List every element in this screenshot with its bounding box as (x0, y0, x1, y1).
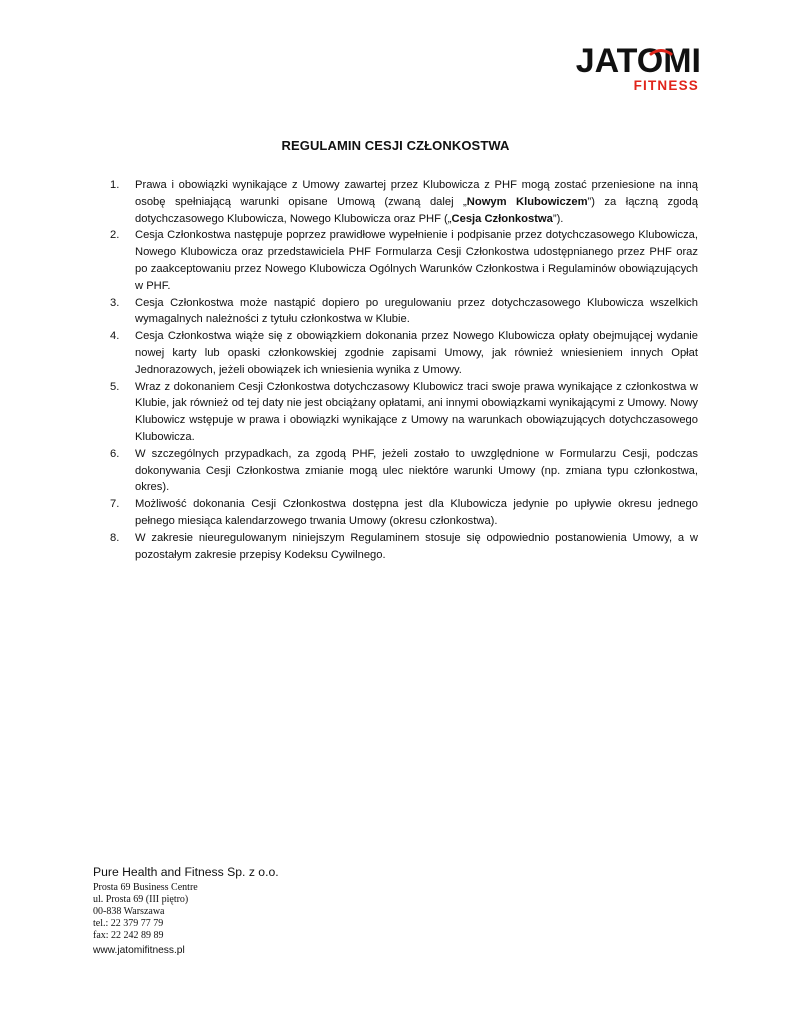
footer-website-link[interactable]: www.jatomifitness.pl (93, 945, 185, 956)
term-item (110, 446, 698, 496)
term-item (110, 295, 698, 329)
term-number: 8. (110, 531, 120, 544)
address-line: fax: 22 242 89 89 (93, 930, 164, 941)
term-text: W zakresie nieuregulowanym niniejszym Regulaminem stosuje się odpowiednio postanowienia Umowy, a w pozostałym zakresie przepisy Kodeksu Cywilnego. (135, 531, 698, 561)
term-number: 4. (110, 330, 120, 343)
term-text: Prawa i obowiązki wynikające z Umowy zawartej przez Klubowicza z PHF mogą zostać przeniesione na inną osobę spełniającą warunki opisane Umową (zwaną dalej „ (135, 179, 698, 208)
term-number: 2. (110, 229, 120, 242)
term-defined-phrase: Nowym Klubowiczem (466, 195, 588, 208)
terms-list (110, 177, 698, 563)
term-item (110, 496, 698, 530)
term-number: 5. (110, 380, 120, 393)
term-number: 7. (110, 498, 120, 511)
logo-accent-mark (649, 48, 673, 56)
term-item (110, 227, 698, 294)
term-item (110, 530, 698, 564)
brand-logo (553, 44, 701, 94)
address-line: ul. Prosta 69 (III piętro) (93, 894, 189, 905)
address-line: Prosta 69 Business Centre (93, 882, 198, 893)
term-text: Wraz z dokonaniem Cesji Członkostwa dotychczasowy Klubowicz traci swoje prawa wynikające z członkostwa w Klubie, jak również od tej daty nie jest obciążany opłatami, ani innymi obowiązkami wynikającymi z Umowy. Nowy Klubowicz wstępuje w prawa i obowiązki wynikające z Umowy na warunkach obowiązujących dotychczasowego Klubowicza. (135, 380, 698, 443)
term-item (110, 379, 698, 446)
term-item (110, 177, 698, 227)
logo-subtitle: FITNESS (633, 78, 699, 93)
term-number: 6. (110, 447, 120, 460)
term-number: 1. (110, 179, 120, 191)
term-text: ”). (552, 212, 564, 225)
term-defined-phrase: Cesja Członkostwa (451, 212, 553, 225)
term-text: ”) za łączną zgodą dotychczasowego Klubowicza, Nowego Klubowicza oraz PHF („ (135, 195, 698, 225)
term-number: 3. (110, 296, 120, 309)
term-item (110, 328, 698, 378)
document-title: REGULAMIN CESJI CZŁONKOSTWA (281, 138, 510, 153)
term-text: Cesja Członkostwa może nastąpić dopiero po uregulowaniu przez dotychczasowego Klubowicza wszelkich wymagalnych należności z tytułu członkostwa w Klubie. (135, 296, 698, 326)
term-text: W szczególnych przypadkach, za zgodą PHF, jeżeli zostało to uwzględnione w Formularzu Cesji, podczas dokonywania Cesji Członkostwa zmianie mogą ulec niektóre warunki Umowy (np. zmiana typu członkostwa, okres). (135, 447, 698, 494)
footer-address (93, 882, 198, 942)
logo-wordmark: JATOMI (575, 42, 701, 80)
term-text: Cesja Członkostwa wiąże się z obowiązkiem dokonania przez Nowego Klubowicza opłaty obejmującej wydanie nowej karty lub opaski członkowskiej zgodnie zapisami Umowy, jak również wniesieniem innych Opłat Jednorazowych, jeżeli obowiązek ich wniesienia wynika z Umowy. (135, 330, 698, 376)
term-text: Możliwość dokonania Cesji Członkostwa dostępna jest dla Klubowicza jedynie po upływie okresu jednego pełnego miesiąca kalendarzowego trwania Umowy (okresu członkostwa). (135, 498, 698, 527)
term-text: Cesja Członkostwa następuje poprzez prawidłowe wypełnienie i podpisanie przez dotychczasowego Klubowicza, Nowego Klubowicza oraz przedstawiciela PHF Formularza Cesji Członkostwa udostępnianego przez PHF oraz po zaakceptowaniu przez Nowego Klubowicza Ogólnych Warunków Członkostwa i Regulaminów obowiązujących w PHF. (135, 229, 698, 292)
address-line: tel.: 22 379 77 79 (93, 918, 164, 929)
footer-company: Pure Health and Fitness Sp. z o.o. (93, 865, 279, 879)
address-line: 00-838 Warszawa (93, 906, 165, 917)
